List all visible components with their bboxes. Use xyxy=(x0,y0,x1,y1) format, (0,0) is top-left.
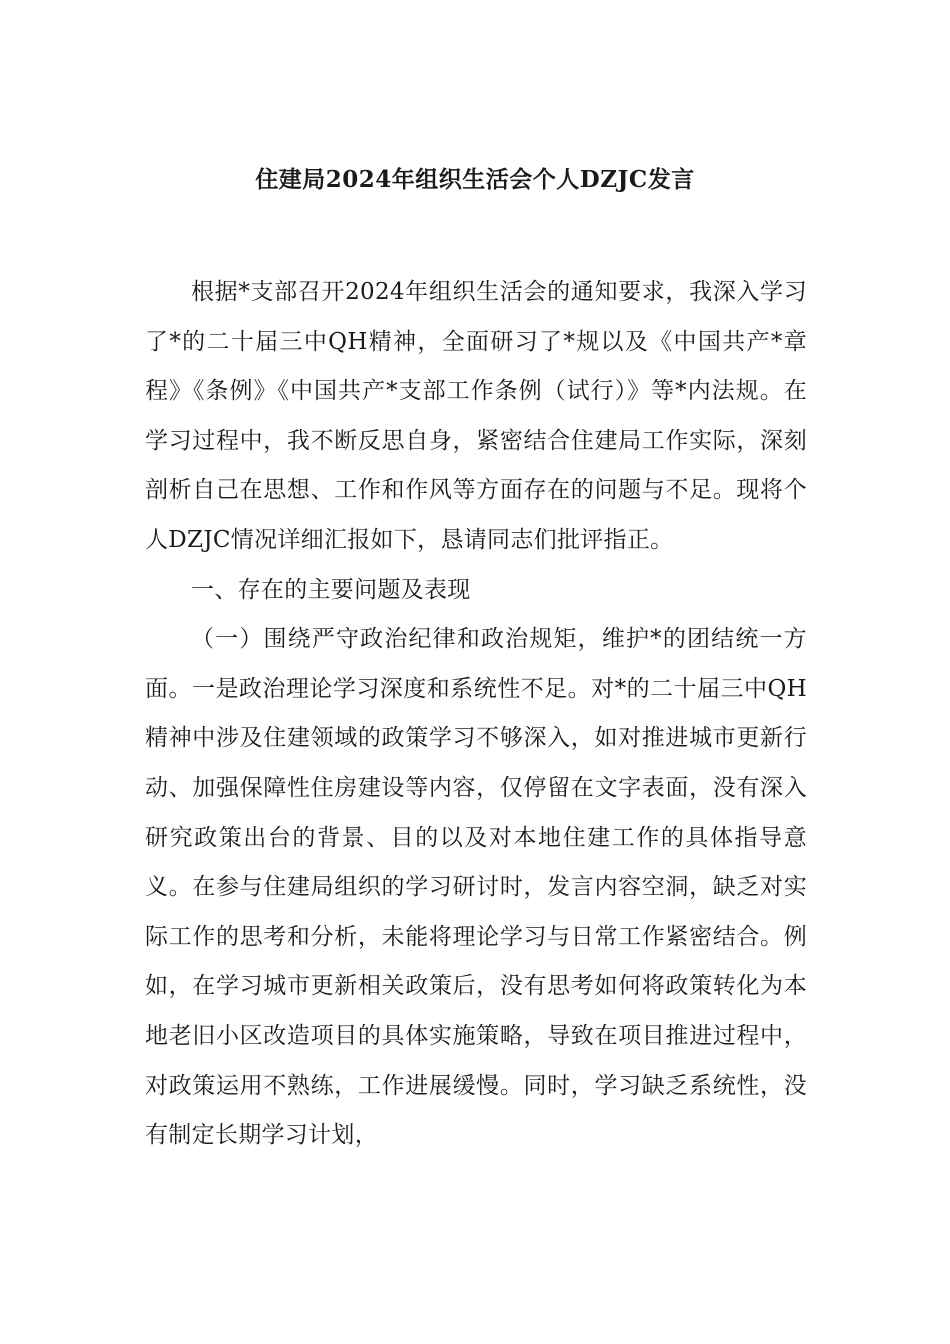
document-title: 住建局2024年组织生活会个人DZJC发言 xyxy=(255,166,695,193)
body-paragraph: （一）围绕严守政治纪律和政治规矩，维护*的团结统一方面。一是政治理论学习深度和系统性不足。对*的二十届三中QH精神中涉及住建领域的政策学习不够深入，如对推进城市更新行动、加强保障性住房建设等内容，仅停留在文字表面，没有深入研究政策出台的背景、目的以及对本地住建工作的具体指导意义。在参与住建局组织的学习研讨时，发言内容空洞，缺乏对实际工作的思考和分析，未能将理论学习与日常工作紧密结合。例如，在学习城市更新相关政策后，没有思考如何将政策转化为本地老旧小区改造项目的具体实施策略，导致在项目推进过程中，对政策运用不熟练，工作进展缓慢。同时，学习缺乏系统性，没有制定长期学习计划， xyxy=(145,626,807,1149)
intro-paragraph: 根据*支部召开2024年组织生活会的通知要求，我深入学习了*的二十届三中QH精神，全面研习了*规以及《中国共产*章程》《条例》《中国共产*支部工作条例（试行）》等*内法规。在学习过程中，我不断反思自身，紧密结合住建局工作实际，深刻剖析自己在思想、工作和作风等方面存在的问题与不足。现将个人DZJC情况详细汇报如下，恳请同志们批评指正。 xyxy=(145,279,807,553)
document-body xyxy=(145,268,807,1161)
section-heading: 一、存在的主要问题及表现 xyxy=(191,576,471,603)
